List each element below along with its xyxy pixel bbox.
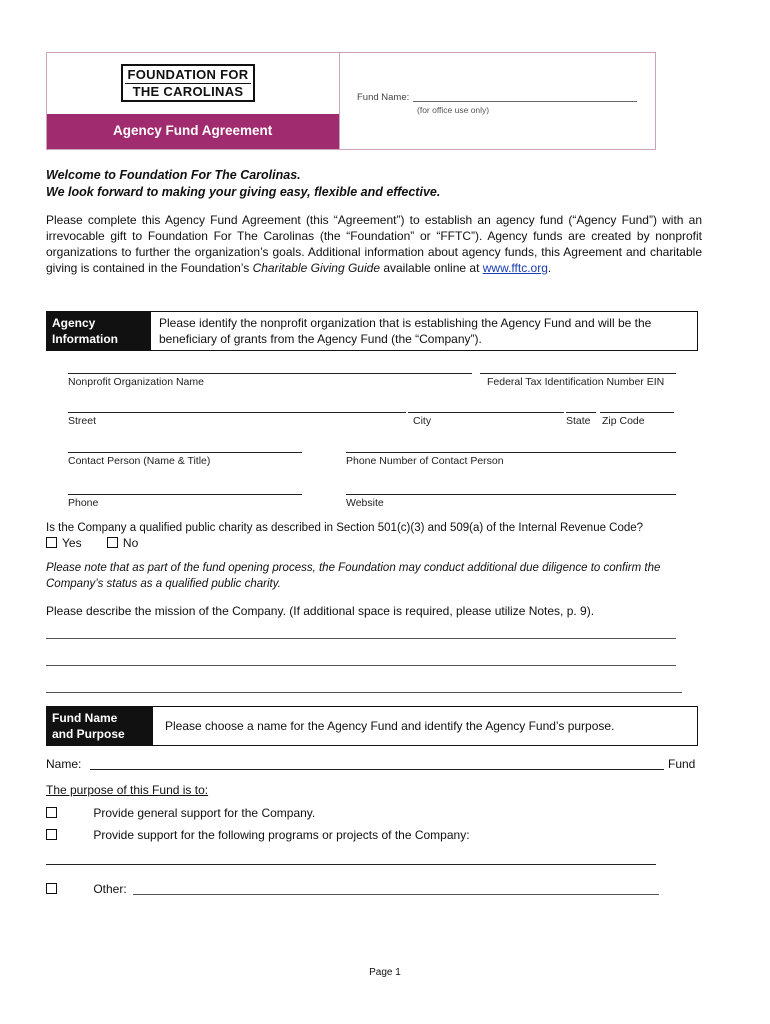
fund-name-label: Fund Name: [357, 92, 410, 103]
fund-tag-line-1: Fund Name [52, 711, 118, 725]
fund-suffix: Fund [668, 757, 696, 771]
ein-label: Federal Tax Identification Number EIN [487, 376, 665, 388]
other-checkbox[interactable] [46, 883, 57, 894]
intro-text-2: available online at [380, 261, 483, 275]
charity-question: Is the Company a qualified public charity as described in Section 501(c)(3) and 509(a) of the Internal Revenue Code? [46, 522, 644, 534]
website-label: Website [346, 497, 384, 509]
other-line[interactable] [133, 894, 659, 895]
charity-options [46, 535, 138, 551]
mission-line-2[interactable] [46, 665, 676, 666]
fund-name-input[interactable] [90, 769, 664, 770]
logo-line-2: THE CAROLINAS [132, 84, 244, 99]
logo-line-1: FOUNDATION FOR [125, 67, 251, 84]
due-diligence-note: Please note that as part of the fund opening process, the Foundation may conduct additional due diligence to confirm the Company’s status as a qualified public charity. [46, 562, 661, 590]
banner-title: Agency Fund Agreement [113, 123, 273, 138]
state-field[interactable] [566, 412, 596, 413]
contact-phone-label: Phone Number of Contact Person [346, 455, 504, 467]
option-other [46, 881, 127, 897]
programs-checkbox[interactable] [46, 829, 57, 840]
agency-info-box [46, 311, 698, 351]
intro-text-1: Please complete this Agency Fund Agreement (this “Agreement”) to establish an agency fund (“Agency Fund”) with an irrevocable gift to Foundation For The Carolinas (the “Foundation” or “FFTC”). Agency funds are created by nonprofit organizations to further the organization’s goals. Additional information about agency funds, this Agreement and charitable giving is contained in the Foundation’s [46, 213, 702, 275]
logo-area [47, 53, 339, 114]
general-support-checkbox[interactable] [46, 807, 57, 818]
welcome-line-1: Welcome to Foundation For The Carolinas. [46, 168, 301, 182]
fund-purpose-tag [47, 707, 153, 745]
phone-label: Phone [68, 497, 99, 509]
intro-paragraph [46, 212, 702, 276]
option-general-support [46, 805, 315, 821]
welcome-heading [46, 167, 440, 201]
agency-info-description: Please identify the nonprofit organization that is establishing the Agency Fund and will be the beneficiary of grants from the Agency Fund (the “Company”). [159, 316, 652, 346]
no-checkbox[interactable] [107, 537, 118, 548]
mission-line-1[interactable] [46, 638, 676, 639]
city-label: City [413, 415, 432, 427]
header-divider [339, 53, 340, 149]
header-box [46, 52, 656, 150]
purpose-heading: The purpose of this Fund is to: [46, 783, 209, 797]
fund-name-field[interactable] [413, 101, 637, 102]
other-label: Other: [93, 882, 127, 896]
option-programs [46, 827, 470, 843]
contact-label: Contact Person (Name & Title) [68, 455, 211, 467]
mission-prompt: Please describe the mission of the Company. (If additional space is required, please utilize Notes, p. 9). [46, 604, 595, 618]
programs-line[interactable] [46, 864, 656, 865]
programs-label: Provide support for the following programs or projects of the Company: [93, 828, 470, 842]
welcome-line-2: We look forward to making your giving easy, flexible and effective. [46, 185, 441, 199]
street-label: Street [68, 415, 97, 427]
yes-checkbox[interactable] [46, 537, 57, 548]
intro-text-end: . [547, 261, 552, 275]
yes-label: Yes [62, 536, 82, 550]
org-name-label: Nonprofit Organization Name [68, 376, 204, 388]
fund-name-label-2: Name: [46, 757, 82, 771]
no-label: No [122, 536, 139, 550]
state-label: State [566, 415, 591, 427]
agency-tag-line-2: Information [52, 332, 118, 346]
agency-tag-line-1: Agency [52, 316, 96, 330]
zip-field[interactable] [600, 412, 674, 413]
fftc-link[interactable]: www.fftc.org [482, 261, 548, 275]
fund-purpose-box [46, 706, 698, 746]
title-banner [47, 114, 339, 149]
zip-label: Zip Code [602, 415, 645, 427]
ein-field[interactable] [480, 373, 676, 374]
page-number: Page 1 [369, 967, 401, 978]
contact-phone-field[interactable] [346, 452, 676, 453]
website-field[interactable] [346, 494, 676, 495]
fund-tag-line-2: and Purpose [52, 727, 125, 741]
phone-field[interactable] [68, 494, 302, 495]
guide-title: Charitable Giving Guide [252, 261, 380, 275]
org-name-field[interactable] [68, 373, 472, 374]
mission-line-3[interactable] [46, 692, 682, 693]
general-support-label: Provide general support for the Company. [93, 806, 316, 820]
fund-purpose-description: Please choose a name for the Agency Fund and identify the Agency Fund’s purpose. [165, 719, 615, 733]
foundation-logo [121, 64, 255, 102]
office-use-note: (for office use only) [417, 105, 490, 115]
contact-field[interactable] [68, 452, 302, 453]
city-field[interactable] [408, 412, 564, 413]
street-field[interactable] [68, 412, 406, 413]
agency-info-tag [47, 312, 151, 350]
